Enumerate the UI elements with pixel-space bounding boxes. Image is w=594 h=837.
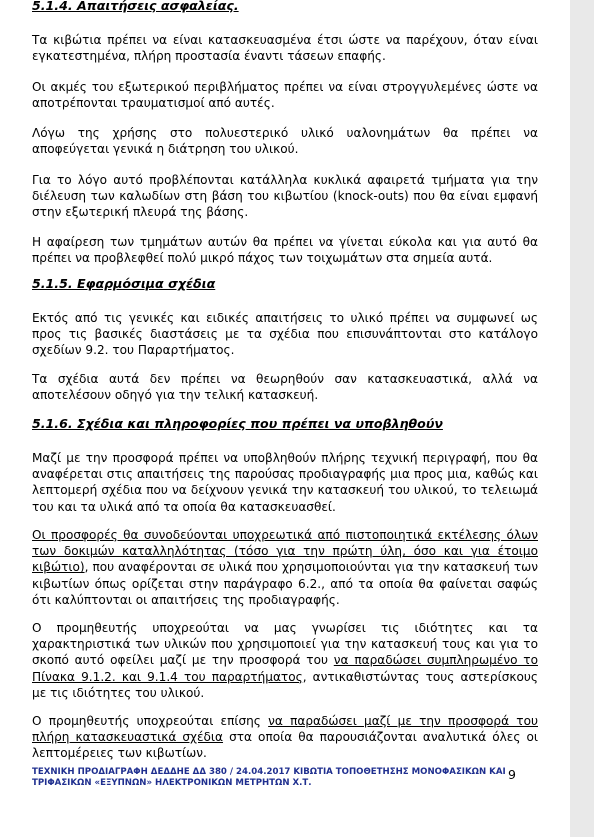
paragraph-text: Μαζί με την προσφορά πρέπει να υποβληθούν πλήρης τεχνική περιγραφή, που θα αναφέρεται στις απαιτήσεις της παρούσας προδιαγραφής μια προς μια, καθώς και λεπτομερή σχέδια που να δείχνουν γενικά την κατασκευή του υλικού, το τελειωμά του και τα υλικά από τα οποία θα κατασκευασθεί.: [32, 451, 538, 514]
paragraph-text-continuation: , που αναφέρονται σε υλικά που χρησιμοποιούνται για την κατασκευή των κιβωτίων όπως ορίζεται στην παράγραφο 6.2., από τα οποία θα φαίνεται σαφώς ότι καλύπτονται οι απαιτήσεις της προδιαγραφής.: [32, 560, 538, 607]
paragraph: [32, 79, 538, 111]
paragraph: [32, 371, 538, 403]
paragraph-text: Οι ακμές του εξωτερικού περιβλήματος πρέπει να είναι στρογγυλεμένες ώστε να αποτρέπονται τραυματισμοί από αυτές.: [32, 80, 538, 111]
paragraph-text: Τα κιβώτια πρέπει να είναι κατασκευασμένα έτσι ώστε να παρέχουν, όταν είναι εγκατεστημένα, πλήρη προστασία έναντι τάσεων επαφής.: [32, 33, 538, 64]
paragraph-text-start: Ο προμηθευτής υποχρεούται επίσης: [32, 714, 269, 728]
paragraph: [32, 172, 538, 221]
section-heading: 5.1.4. Απαιτήσεις ασφαλείας.: [32, 0, 239, 13]
paragraph-text: [32, 620, 538, 701]
paragraph-text: Η αφαίρεση των τμημάτων αυτών θα πρέπει να γίνεται εύκολα και για αυτό θα πρέπει να προβλεφθεί πολύ μικρό πάχος των τοιχωμάτων στα σημεία αυτά.: [32, 235, 538, 266]
underlined-text: Οι προσφορές θα συνοδεύονται υποχρεωτικά από πιστοποιητικά εκτέλεσης όλων των δοκιμών καταλληλότητας (τόσο για την πρώτη ύλη, όσο και για έτοιμο κιβώτιο): [32, 528, 538, 575]
paragraph-text-end: , αντικαθιστώντας τους αστερίσκους με τις ιδιότητες του υλικού.: [32, 669, 538, 700]
paragraph-text-start: Ο προμηθευτής υποχρεούται να μας γνωρίσει τις ιδιότητες και τα χαρακτηριστικά των υλικών που χρησιμοποιεί για την κατασκευή τους και για το σκοπό αυτό οφείλει μαζί με την προσφορά του: [32, 621, 538, 668]
page-footer: [32, 767, 538, 789]
paragraph-text: [32, 713, 538, 762]
paragraph: [32, 620, 538, 701]
paragraph-text: Τα σχέδια αυτά δεν πρέπει να θεωρηθούν σαν κατασκευαστικά, αλλά να αποτελέσουν οδηγό για την τελική κατασκευή.: [32, 372, 538, 403]
section-heading: 5.1.6. Σχέδια και πληροφορίες που πρέπει να υποβληθούν: [32, 416, 443, 431]
page-number: 9: [508, 767, 516, 782]
paragraph: [32, 125, 538, 157]
paragraph-text: Για το λόγο αυτό προβλέπονται κατάλληλα κυκλικά αφαιρετά τμήματα για την διέλευση των καλωδίων στη βάση του κιβωτίου (knock-outs) που θα είναι εμφανή στην εξωτερική πλευρά της βάσης.: [32, 173, 538, 220]
paragraph: [32, 32, 538, 64]
paragraph-text: Εκτός από τις γενικές και ειδικές απαιτήσεις το υλικό πρέπει να συμφωνεί ως προς τις βασικές διαστάσεις με τα σχέδια που επισυνάπτονται στο κατάλογο σχεδίων 9.2. του Παραρτήματος.: [32, 311, 538, 358]
section-5-1-6: [32, 416, 538, 431]
paragraph-text-end: στα οποία θα παρουσιάζονται αναλυτικά όλες οι λεπτομέρειες των κιβωτίων.: [32, 730, 538, 761]
paragraph: [32, 713, 538, 762]
paragraph: [32, 310, 538, 359]
paragraph: [32, 527, 538, 608]
viewer-background: [570, 0, 594, 837]
underlined-text: να παραδώσει συμπληρωμένο το Πίνακα 9.1.2. και 9.1.4 του παραρτήματος: [32, 653, 538, 684]
footer-line: ΤΡΙΦΑΣΙΚΩΝ «ΕΞΥΠΝΩΝ» ΗΛΕΚΤΡΟΝΙΚΩΝ ΜΕΤΡΗΤΩΝ Χ.Τ.: [32, 778, 312, 788]
section-5-1-4: [32, 0, 538, 13]
paragraph-text: [32, 527, 538, 608]
section-heading: 5.1.5. Εφαρμόσιμα σχέδια: [32, 276, 216, 291]
footer-line: ΤΕΧΝΙΚΗ ΠΡΟΔΙΑΓΡΑΦΗ ΔΕΔΔΗΕ ΔΔ 380 / 24.04.2017 ΚΙΒΩΤΙΑ ΤΟΠΟΘΕΤΗΣΗΣ ΜΟΝΟΦΑΣΙΚΩΝ ΚΑΙ: [32, 767, 506, 777]
paragraph-text: Λόγω της χρήσης στο πολυεστερικό υλικό υαλονημάτων θα πρέπει να αποφεύγεται γενικά η διάτρηση του υλικού.: [32, 126, 538, 157]
paragraph: [32, 234, 538, 266]
section-5-1-5: [32, 276, 538, 291]
underlined-text: να παραδώσει μαζί με την προσφορά του πλήρη κατασκευαστικά σχέδια: [32, 714, 538, 745]
paragraph: [32, 450, 538, 515]
